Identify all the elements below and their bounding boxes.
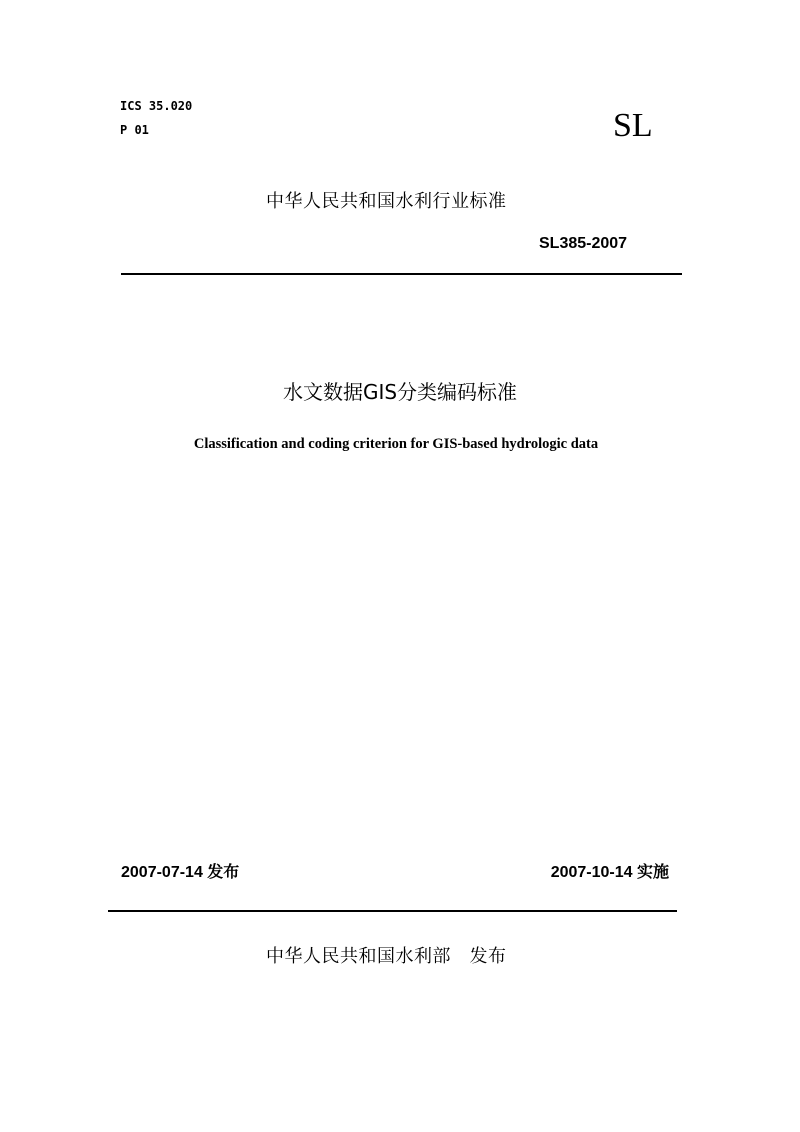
- bottom-divider: [108, 910, 677, 912]
- ics-code: ICS 35.020: [120, 99, 193, 113]
- industry-standard-title: 中华人民共和国水利行业标准: [266, 191, 507, 212]
- document-title-chinese: 水文数据GIS分类编码标准: [282, 380, 518, 404]
- top-divider: [121, 273, 682, 275]
- document-title-english: Classification and coding criterion for GIS-based hydrologic data: [193, 436, 599, 452]
- publisher: 中华人民共和国水利部 发布: [266, 946, 507, 967]
- ccs-code: P 01: [120, 123, 149, 137]
- standard-number: SL385-2007: [539, 235, 628, 252]
- implementation-date: 2007-10-14 实施: [550, 864, 669, 881]
- issue-date: 2007-07-14 发布: [121, 864, 240, 881]
- standard-logo: SL: [613, 107, 653, 144]
